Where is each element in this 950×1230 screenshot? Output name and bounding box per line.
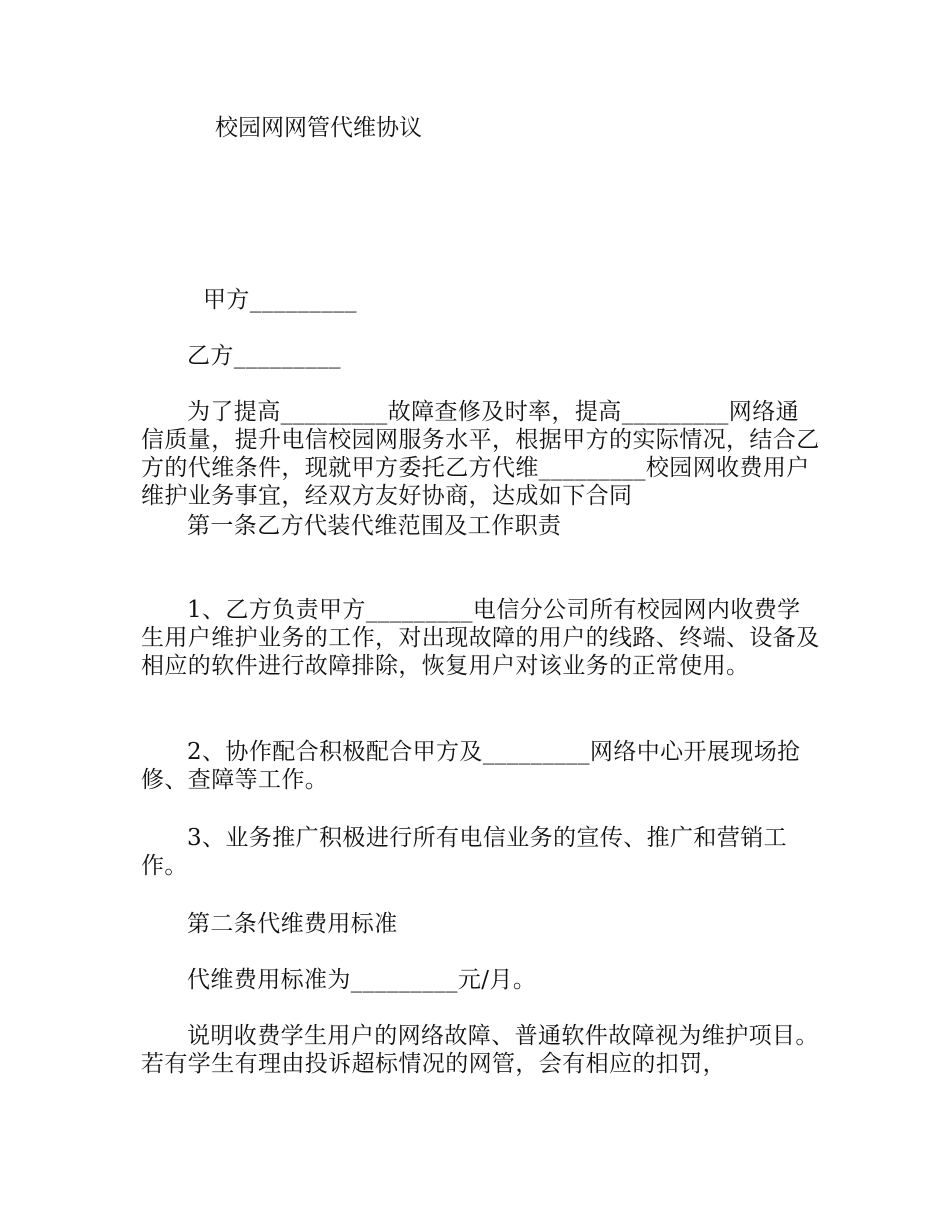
article-2-heading: 第二条代维费用标准 [187,911,398,937]
document-title: 校园网网管代维协议 [215,115,422,141]
article-2-fee: 代维费用标准为_________元/月。 [187,967,537,993]
party-b-line: 乙方_________ [187,343,341,369]
article-1-item-3: 3、业务推广积极进行所有电信业务的宣传、推广和营销工作。 [141,825,788,879]
article-1-heading: 第一条乙方代装代维范围及工作职责 [187,513,562,539]
article-1-item-1: 1、乙方负责甲方_________电信分公司所有校园网内收费学生用户维护业务的工作，对出现故障的用户的线路、终端、设备及相应的软件进行故障排除，恢复用户对该业务的正常使用。 [141,597,820,679]
intro-paragraph: 为了提高_________故障查修及时率，提高_________网络通信质量，提升电信校园网服务水平，根据甲方的实际情况，结合乙方的代维条件，现就甲方委托乙方代维_________校园网收费用户维护业务事宜，经双方友好协商，达成如下合同 [141,399,820,509]
article-2-note: 说明收费学生用户的网络故障、普通软件故障视为维护项目。若有学生有理由投诉超标情况的网管，会有相应的扣罚， [141,1023,819,1077]
party-a-line: 甲方_________ [203,287,357,313]
article-1-item-2: 2、协作配合积极配合甲方及_________网络中心开展现场抢修、查障等工作。 [141,739,801,793]
